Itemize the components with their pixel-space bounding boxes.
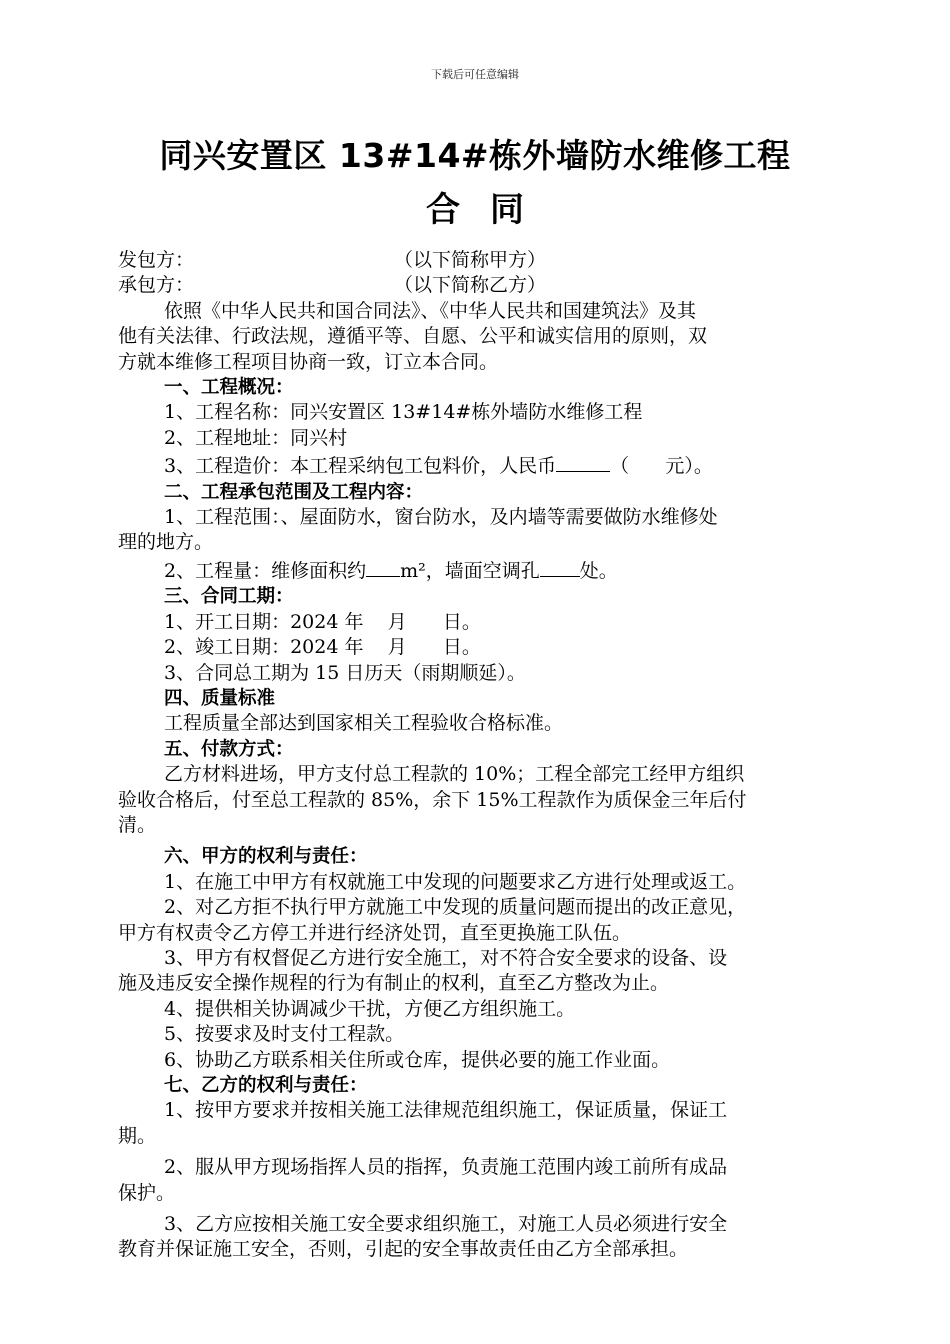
contract-title: 同兴安置区 13#14#栋外墙防水维修工程 xyxy=(159,136,791,175)
preamble-line-1: 依照《中华人民共和国合同法》、《中华人民共和国建筑法》及其 xyxy=(164,299,697,322)
quantity-item xyxy=(118,556,834,584)
quantity-suffix: 处。 xyxy=(579,559,618,582)
contractor-item-3-line-2: 教育并保证施工安全，否则，引起的安全事故责任由乙方全部承担。 xyxy=(118,1238,689,1261)
employer-item-3-line-2: 施及违反安全操作规程的行为有制止的权利，直至乙方整改为止。 xyxy=(118,972,670,995)
employer-item-1: 1、在施工中甲方有权就施工中发现的问题要求乙方进行处理或返工。 xyxy=(164,870,747,893)
cost-blank xyxy=(556,451,610,472)
contractor-item-2-line-2: 保护。 xyxy=(118,1181,176,1204)
payment-line-3: 清。 xyxy=(118,813,157,836)
start-date-item: 1、开工日期：2024 年 月 日。 xyxy=(164,610,481,633)
employer-item-2-line-1: 2、对乙方拒不执行甲方就施工中发现的质量问题而提出的改正意见， xyxy=(164,896,747,919)
end-date-item: 2、竣工日期：2024 年 月 日。 xyxy=(164,636,481,659)
employer-label: 发包方： xyxy=(118,249,195,271)
section-heading-3: 三、合同工期： xyxy=(164,586,294,608)
section-heading-7: 七、乙方的权利与责任： xyxy=(164,1075,368,1096)
contractor-label: 承包方： xyxy=(118,274,195,297)
contractor-item-1-line-1: 1、按甲方要求并按相关施工法律规范组织施工，保证质量，保证工 xyxy=(164,1099,728,1122)
employer-item-5: 5、按要求及时支付工程款。 xyxy=(164,1023,405,1046)
preamble-line-2: 他有关法律、行政法规，遵循平等、自愿、公平和诚实信用的原则，双 xyxy=(118,325,708,348)
payment-line-2: 验收合格后，付至总工程款的 85%，余下 15%工程款作为质保金三年后付 xyxy=(118,788,747,811)
contractor-note: （以下简称乙方） xyxy=(394,274,547,297)
section-heading-5: 五、付款方式： xyxy=(164,738,294,760)
project-cost-suffix: （ 元）。 xyxy=(610,455,713,478)
contract-subtitle: 合同 xyxy=(426,190,554,230)
project-name-item: 1、工程名称：同兴安置区 13#14#栋外墙防水维修工程 xyxy=(164,401,643,424)
employer-note: （以下简称甲方） xyxy=(394,249,547,271)
preamble-line-3: 方就本维修工程项目协商一致，订立本合同。 xyxy=(118,350,499,373)
employer-item-3-line-1: 3、甲方有权督促乙方进行安全施工，对不符合安全要求的设备、设 xyxy=(164,946,728,969)
employer-line xyxy=(118,248,834,273)
holes-blank xyxy=(540,556,580,577)
scope-line-2: 理的地方。 xyxy=(118,531,214,554)
area-blank xyxy=(366,556,400,577)
payment-line-1: 乙方材料进场，甲方支付总工程款的 10%；工程全部完工经甲方组织 xyxy=(164,763,745,786)
employer-item-2-line-2: 甲方有权责令乙方停工并进行经济处罚，直至更换施工队伍。 xyxy=(118,921,632,944)
employer-item-4: 4、提供相关协调减少干扰，方便乙方组织施工。 xyxy=(164,997,576,1020)
contractor-item-2-line-1: 2、服从甲方现场指挥人员的指挥，负责施工范围内竣工前所有成品 xyxy=(164,1156,728,1179)
quality-text: 工程质量全部达到国家相关工程验收合格标准。 xyxy=(164,712,564,735)
section-heading-4: 四、质量标准 xyxy=(164,687,276,709)
contract-body xyxy=(118,248,834,1263)
quantity-label: 2、工程量：维修面积约 xyxy=(164,559,367,582)
duration-item: 3、合同总工期为 15 日历天（雨期顺延）。 xyxy=(164,661,526,684)
contractor-item-3-line-1: 3、乙方应按相关施工安全要求组织施工，对施工人员必须进行安全 xyxy=(164,1213,728,1236)
section-heading-2: 二、工程承包范围及工程内容： xyxy=(164,481,424,503)
project-cost-item xyxy=(118,451,834,479)
employer-item-6: 6、协助乙方联系相关住所或仓库，提供必要的施工作业面。 xyxy=(164,1048,671,1071)
header-note: 下载后可任意编辑 xyxy=(431,68,519,81)
contractor-line xyxy=(118,273,834,298)
scope-line-1: 1、工程范围：、屋面防水，窗台防水，及内墙等需要做防水维修处 xyxy=(164,506,718,529)
contractor-item-1-line-2: 期。 xyxy=(118,1124,157,1147)
section-heading-1: 一、工程概况： xyxy=(164,377,294,399)
section-heading-6: 六、甲方的权利与责任： xyxy=(164,846,368,868)
quantity-mid: m²，墙面空调孔 xyxy=(400,559,540,582)
project-cost-label: 3、工程造价：本工程采纳包工包料价，人民币 xyxy=(164,455,557,478)
project-address-item: 2、工程地址：同兴村 xyxy=(164,426,348,449)
